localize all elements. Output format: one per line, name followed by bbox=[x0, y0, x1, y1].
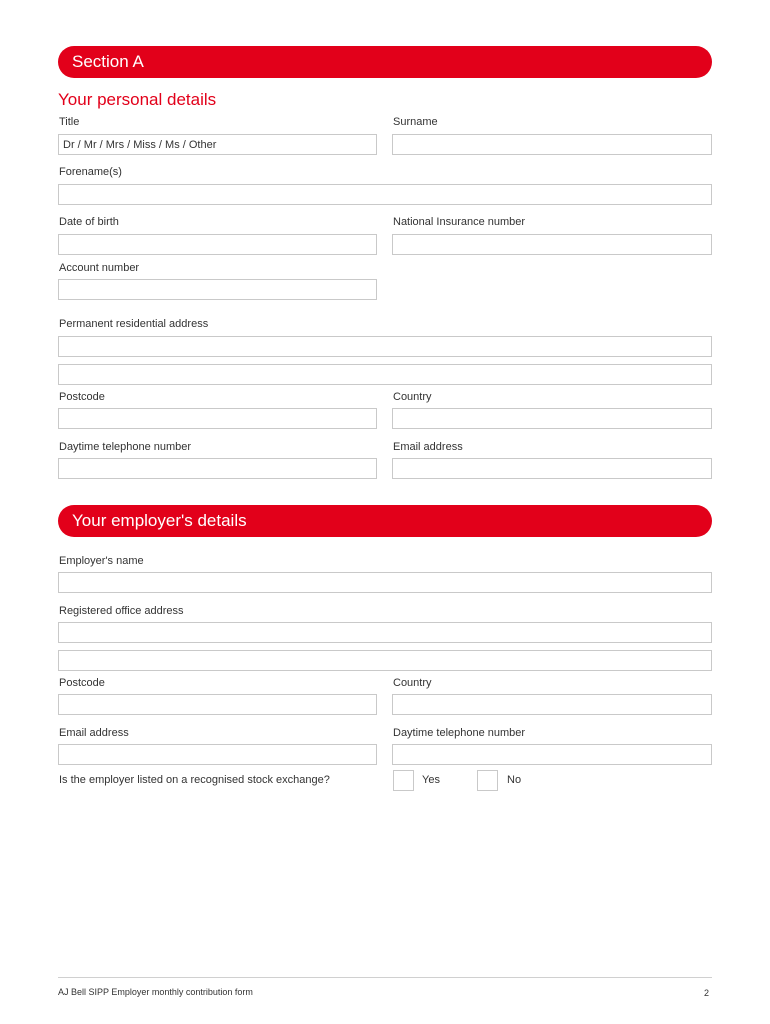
title-field[interactable] bbox=[58, 134, 377, 155]
postcode-label: Postcode bbox=[59, 391, 105, 403]
no-label: No bbox=[507, 774, 522, 786]
email-field[interactable] bbox=[392, 458, 712, 479]
forenames-field[interactable] bbox=[58, 184, 712, 205]
employer-postcode-label: Postcode bbox=[59, 677, 105, 689]
phone-field[interactable] bbox=[58, 458, 377, 479]
employer-postcode-field[interactable] bbox=[58, 694, 377, 715]
phone-label: Daytime telephone number bbox=[59, 441, 192, 453]
employer-email-label: Email address bbox=[59, 727, 129, 739]
account-field[interactable] bbox=[58, 279, 377, 300]
footer-divider bbox=[58, 977, 712, 978]
address-line-1[interactable] bbox=[58, 336, 712, 357]
forenames-label: Forename(s) bbox=[59, 166, 122, 178]
email-label: Email address bbox=[393, 441, 463, 453]
employer-banner: Your employer's details bbox=[58, 505, 712, 537]
office-address-label: Registered office address bbox=[59, 605, 184, 617]
ni-field[interactable] bbox=[392, 234, 712, 255]
personal-details-heading: Your personal details bbox=[58, 90, 217, 109]
footer-form-name: AJ Bell SIPP Employer monthly contribution form bbox=[58, 987, 253, 997]
ni-label: National Insurance number bbox=[393, 216, 526, 228]
office-address-line-1[interactable] bbox=[58, 622, 712, 643]
address-label: Permanent residential address bbox=[59, 318, 209, 330]
country-field[interactable] bbox=[392, 408, 712, 429]
stock-exchange-question: Is the employer listed on a recognised stock exchange? bbox=[59, 774, 330, 786]
dob-field[interactable] bbox=[58, 234, 377, 255]
employer-country-field[interactable] bbox=[392, 694, 712, 715]
employer-email-field[interactable] bbox=[58, 744, 377, 765]
page-number: 2 bbox=[704, 988, 710, 998]
address-line-2[interactable] bbox=[58, 364, 712, 385]
dob-label: Date of birth bbox=[59, 216, 119, 228]
employer-country-label: Country bbox=[393, 677, 432, 689]
surname-field[interactable] bbox=[392, 134, 712, 155]
account-label: Account number bbox=[59, 262, 140, 274]
yes-label: Yes bbox=[422, 774, 440, 786]
section-a-banner: Section A bbox=[58, 46, 712, 78]
employer-phone-label: Daytime telephone number bbox=[393, 727, 526, 739]
employer-name-field[interactable] bbox=[58, 572, 712, 593]
country-label: Country bbox=[393, 391, 432, 403]
no-checkbox[interactable] bbox=[477, 770, 498, 791]
office-address-line-2[interactable] bbox=[58, 650, 712, 671]
employer-name-label: Employer's name bbox=[59, 555, 144, 567]
title-label: Title bbox=[59, 116, 80, 128]
employer-phone-field[interactable] bbox=[392, 744, 712, 765]
surname-label: Surname bbox=[393, 116, 438, 128]
yes-checkbox[interactable] bbox=[393, 770, 414, 791]
postcode-field[interactable] bbox=[58, 408, 377, 429]
